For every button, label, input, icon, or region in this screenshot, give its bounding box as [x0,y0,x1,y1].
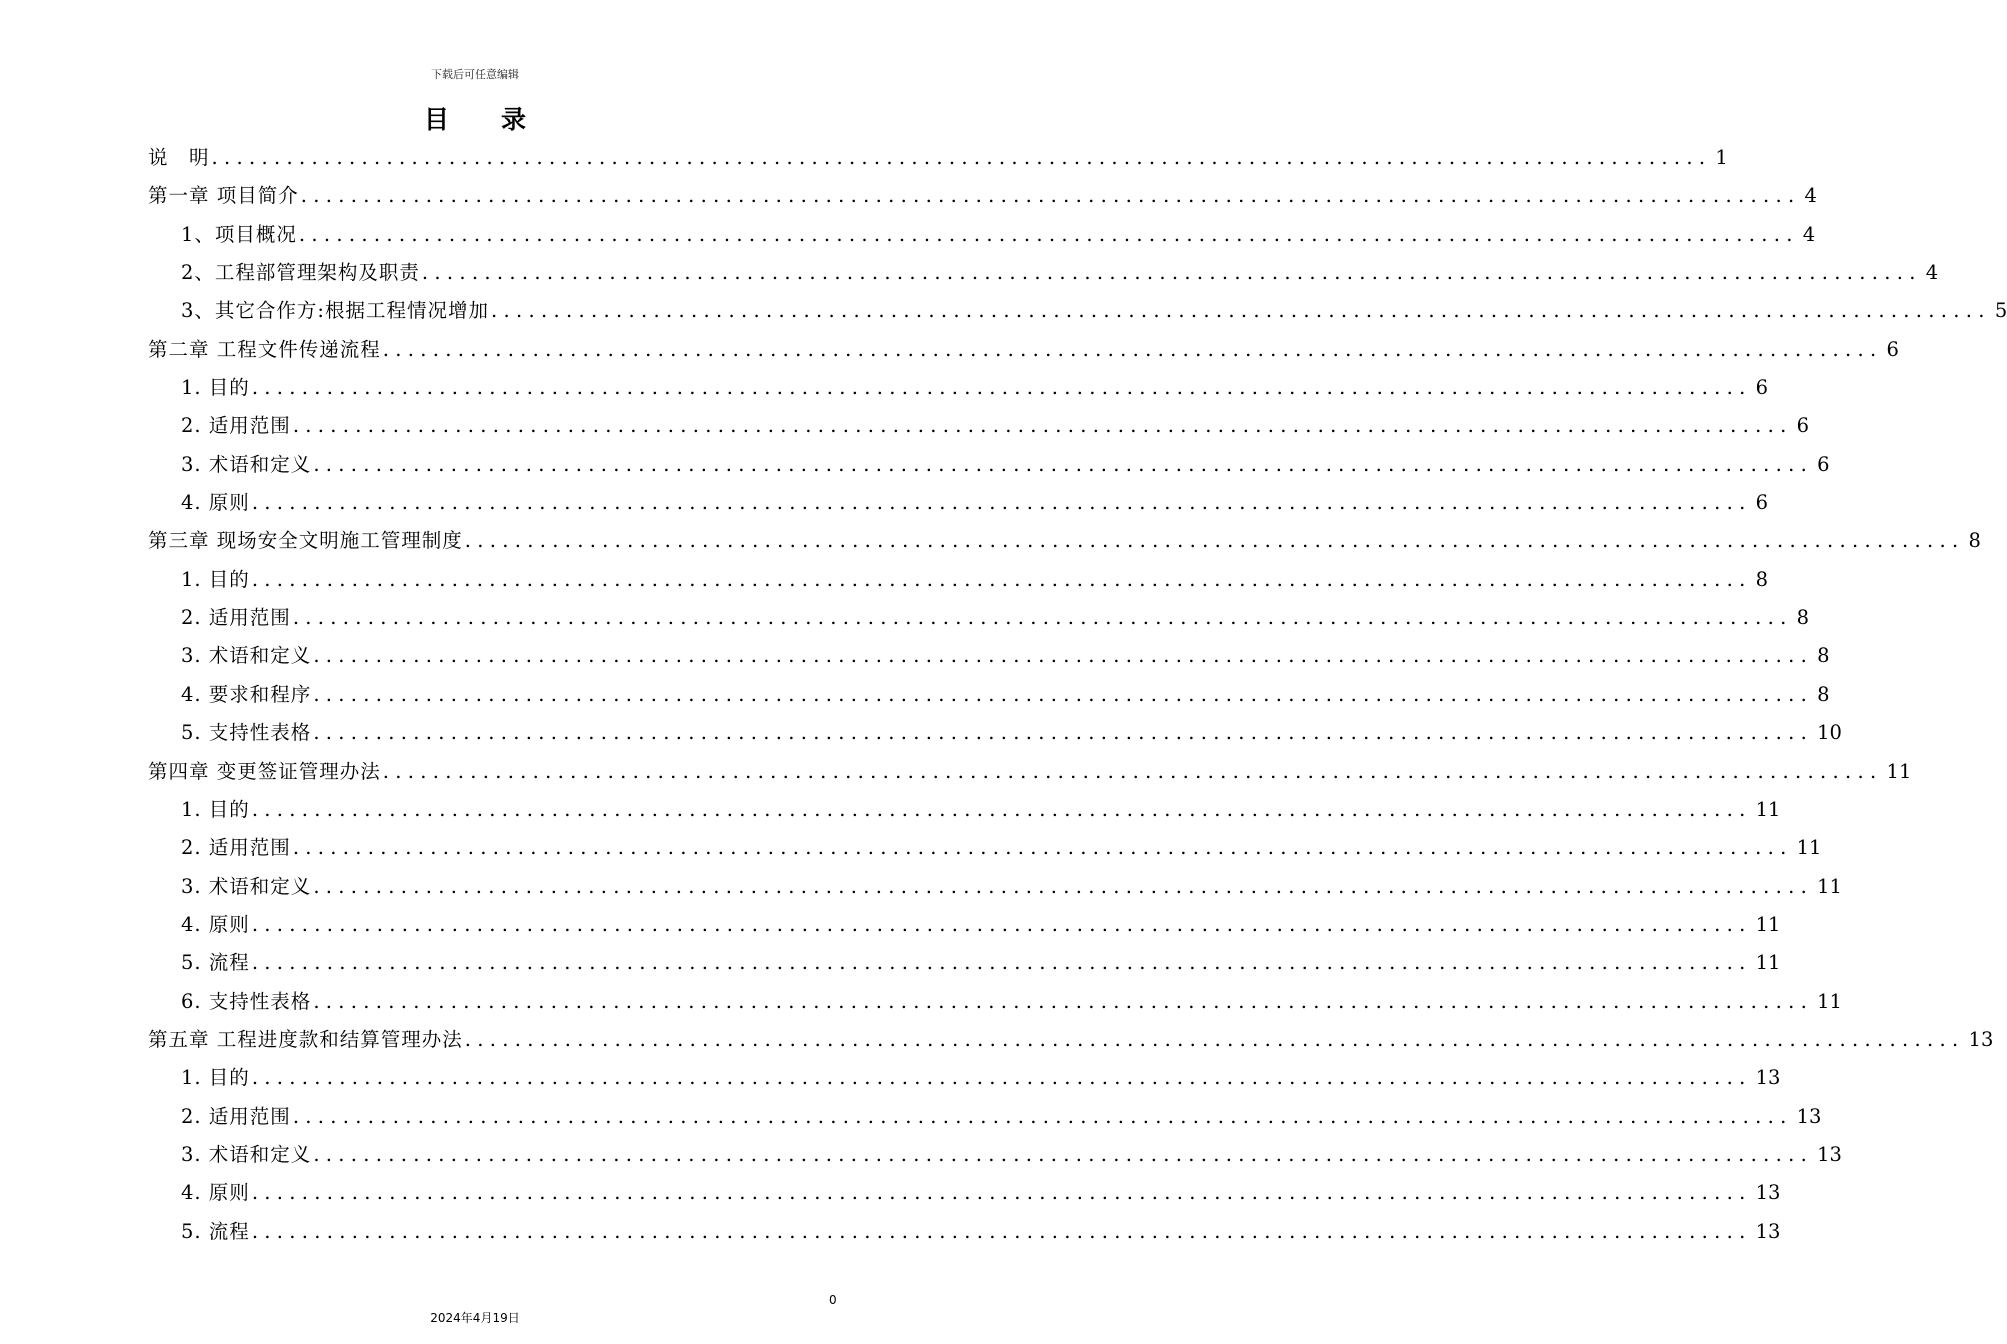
toc-entry[interactable] [148,791,1781,829]
toc-entry-label: 6. 支持性表格 [181,989,312,1013]
toc-dot-leader: ........................................................................................................................ [292,606,1793,630]
toc-entry[interactable] [148,522,1981,560]
toc-dot-leader: ........................................................................................................................ [251,797,1752,821]
toc-entry[interactable] [148,407,1810,445]
toc-entry-label: 2. 适用范围 [181,1104,291,1128]
toc-entry-label: 3. 术语和定义 [181,1142,312,1166]
toc-dot-leader: ........................................................................................................................ [251,1066,1752,1090]
table-of-contents [148,139,2007,1251]
toc-dot-leader: ........................................................................................................................ [300,184,1801,208]
toc-entry-page: 13 [1968,1027,1994,1051]
toc-entry[interactable] [148,829,1822,867]
toc-dot-leader: ........................................................................................................................ [251,491,1752,515]
toc-dot-leader: ........................................................................................................................ [313,721,1814,745]
toc-entry-label: 第一章 项目简介 [148,184,299,208]
toc-entry-page: 8 [1796,606,1810,630]
toc-entry[interactable] [148,177,1817,215]
toc-entry-label: 2、工程部管理架构及职责 [181,261,420,285]
toc-entry-page: 6 [1755,491,1769,515]
toc-entry[interactable] [148,944,1781,982]
toc-entry-label: 说 明 [148,146,210,169]
toc-dot-leader: ........................................................................................................................ [464,529,1965,553]
page-number: 0 [829,1293,837,1307]
toc-entry-page: 5 [1994,299,2007,323]
toc-entry[interactable] [148,714,1842,752]
toc-entry[interactable] [148,599,1810,637]
toc-entry-label: 2. 适用范围 [181,836,291,860]
toc-dot-leader: ........................................................................................................................ [490,299,1991,323]
toc-entry-label: 4. 原则 [181,1181,250,1205]
toc-entry-page: 8 [1817,644,1830,668]
toc-entry-page: 6 [1796,414,1810,438]
toc-dot-leader: ........................................................................................................................ [313,989,1814,1013]
toc-entry-page: 13 [1817,1142,1842,1166]
toc-dot-leader: ........................................................................................................................ [298,222,1799,246]
toc-dot-leader: ........................................................................................................................ [251,1181,1752,1205]
toc-entry-label: 5. 流程 [181,951,250,975]
toc-dot-leader: ........................................................................................................................ [292,414,1793,438]
toc-entry-page: 4 [1925,261,1939,285]
toc-entry-page: 11 [1755,951,1781,975]
toc-entry-label: 4. 原则 [181,491,250,515]
toc-dot-leader: ........................................................................................................................ [251,1219,1752,1243]
toc-entry[interactable] [148,906,1781,944]
toc-entry-page: 13 [1755,1066,1781,1090]
toc-entry-label: 1、项目概况 [181,222,297,246]
toc-entry[interactable] [148,983,1842,1021]
toc-entry[interactable] [148,868,1842,906]
toc-dot-leader: ........................................................................................................................ [313,682,1814,706]
toc-entry[interactable] [148,1021,1994,1059]
toc-entry-label: 5. 支持性表格 [181,721,312,745]
toc-entry-label: 3、其它合作方:根据工程情况增加 [181,299,489,323]
toc-entry-page: 4 [1804,184,1817,208]
toc-dot-leader: ........................................................................................................................ [251,912,1752,936]
toc-entry-label: 第二章 工程文件传递流程 [148,337,381,361]
toc-entry-page: 13 [1755,1219,1781,1243]
toc-entry-page: 8 [1968,529,1981,553]
toc-entry-label: 4. 原则 [181,912,250,936]
toc-entry-label: 2. 适用范围 [181,414,291,438]
toc-entry[interactable] [148,1213,1781,1251]
toc-entry-label: 第四章 变更签证管理办法 [148,759,381,783]
toc-dot-leader: ........................................................................................................................ [464,1027,1965,1051]
toc-entry-page: 1 [1715,146,1728,169]
footer-date: 2024年4月19日 [430,1311,520,1325]
toc-entry-label: 第五章 工程进度款和结算管理办法 [148,1027,463,1051]
toc-entry-page: 11 [1755,797,1781,821]
toc-entry[interactable] [148,216,1816,254]
toc-entry[interactable] [148,292,2007,330]
toc-entry[interactable] [148,1136,1842,1174]
toc-dot-leader: ........................................................................................................................ [292,1104,1793,1128]
toc-entry[interactable] [148,369,1769,407]
toc-entry-label: 3. 术语和定义 [181,874,312,898]
toc-title: 目录 [423,105,578,134]
toc-entry[interactable] [148,446,1830,484]
toc-entry[interactable] [148,1174,1781,1212]
toc-entry-page: 6 [1886,337,1899,361]
toc-dot-leader: ........................................................................................................................ [313,874,1814,898]
toc-entry[interactable] [148,331,1899,369]
toc-entry[interactable] [148,637,1830,675]
toc-entry-page: 13 [1755,1181,1781,1205]
toc-entry-label: 1. 目的 [181,797,250,821]
toc-entry-page: 6 [1817,452,1830,476]
toc-entry-label: 3. 术语和定义 [181,644,312,668]
toc-entry-page: 8 [1817,682,1830,706]
toc-entry-label: 1. 目的 [181,1066,250,1090]
toc-entry-label: 1. 目的 [181,376,250,400]
toc-entry-page: 11 [1796,836,1822,860]
toc-entry-page: 11 [1817,989,1842,1013]
toc-entry-page: 11 [1755,912,1781,936]
toc-dot-leader: ........................................................................................................................ [251,951,1752,975]
toc-entry-page: 8 [1755,567,1769,591]
toc-entry[interactable] [148,484,1769,522]
toc-dot-leader: ........................................................................................................................ [382,759,1883,783]
toc-dot-leader: ........................................................................................................................ [313,644,1814,668]
toc-entry-label: 第三章 现场安全文明施工管理制度 [148,529,463,553]
toc-entry[interactable] [148,139,1728,177]
toc-entry-page: 13 [1796,1104,1822,1128]
toc-dot-leader: ........................................................................................................................ [211,146,1712,169]
toc-dot-leader: ........................................................................................................................ [292,836,1793,860]
toc-entry-label: 1. 目的 [181,567,250,591]
toc-entry[interactable] [148,676,1830,714]
toc-dot-leader: ........................................................................................................................ [313,452,1814,476]
toc-entry[interactable] [148,254,1939,292]
header-note: 下载后可任意编辑 [431,68,519,81]
toc-dot-leader: ........................................................................................................................ [251,376,1752,400]
toc-entry-label: 4. 要求和程序 [181,682,312,706]
toc-entry[interactable] [148,753,1912,791]
toc-entry-page: 10 [1817,721,1842,745]
toc-entry-label: 5. 流程 [181,1219,250,1243]
toc-entry[interactable] [148,561,1769,599]
toc-entry[interactable] [148,1059,1781,1097]
toc-entry-page: 11 [1817,874,1842,898]
toc-entry-page: 11 [1886,759,1912,783]
toc-dot-leader: ........................................................................................................................ [421,261,1922,285]
toc-entry-page: 4 [1802,222,1816,246]
toc-dot-leader: ........................................................................................................................ [382,337,1883,361]
toc-entry[interactable] [148,1098,1822,1136]
toc-dot-leader: ........................................................................................................................ [251,567,1752,591]
toc-entry-label: 2. 适用范围 [181,606,291,630]
toc-entry-label: 3. 术语和定义 [181,452,312,476]
toc-dot-leader: ........................................................................................................................ [313,1142,1814,1166]
toc-entry-page: 6 [1755,376,1769,400]
